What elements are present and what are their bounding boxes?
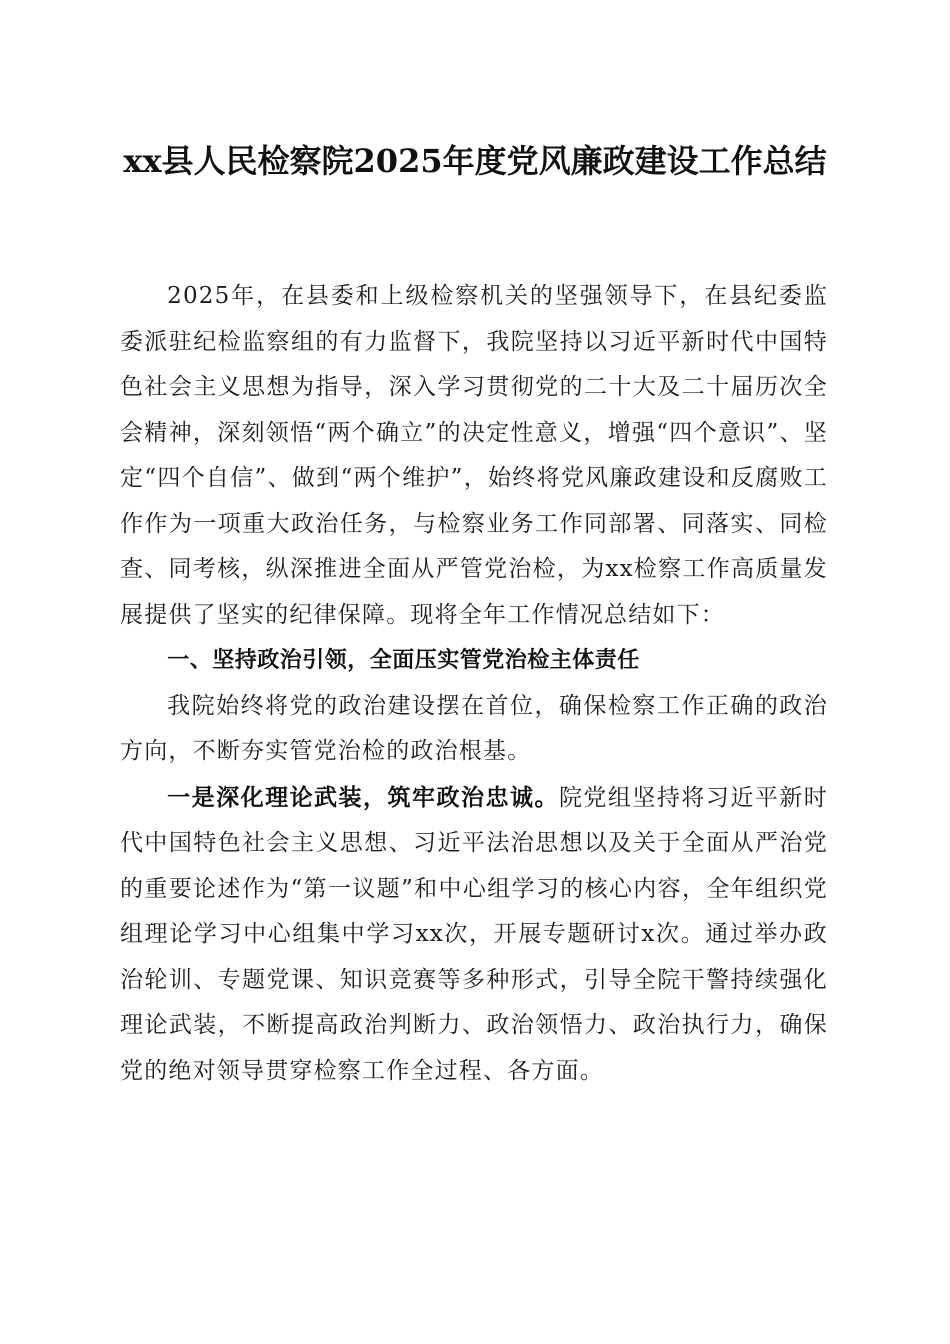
intro-paragraph: 2025年，在县委和上级检察机关的坚强领导下，在县纪委监委派驻纪检监察组的有力监督下，我院坚持以习近平新时代中国特色社会主义思想为指导，深入学习贯彻党的二十大及二十届历次全会精神，深刻领悟“两个确立”的决定性意义，增强“四个意识”、坚定“四个自信”、做到“两个维护”，始终将党风廉政建设和反腐败工作作为一项重大政治任务，与检察业务工作同部署、同落实、同检查、同考核，纵深推进全面从严管党治检，为xx检察工作高质量发展提供了坚实的纪律保障。现将全年工作情况总结如下：	[120, 283, 828, 628]
document-body	[120, 274, 828, 1094]
item-lead: 一是深化理论武装，筑牢政治忠诚。	[167, 783, 559, 811]
section-paragraph: 我院始终将党的政治建设摆在首位，确保检察工作正确的政治方向，不断夯实管党治检的政治根基。	[120, 692, 828, 764]
section-heading: 一、坚持政治引领，全面压实管党治检主体责任	[167, 648, 640, 673]
document-title: xx县人民检察院2025年度党风廉政建设工作总结	[123, 142, 827, 180]
item-paragraph	[120, 775, 828, 1095]
item-text: 院党组坚持将习近平新时代中国特色社会主义思想、习近平法治思想以及关于全面从严治党的重要论述作为“第一议题”和中心组学习的核心内容，全年组织党组理论学习中心组集中学习xx次，开展专题研讨x次。通过举办政治轮训、专题党课、知识竞赛等多种形式，引导全院干警持续强化理论武装，不断提高政治判断力、政治领悟力、政治执行力，确保党的绝对领导贯穿检察工作全过程、各方面。	[120, 784, 829, 1084]
